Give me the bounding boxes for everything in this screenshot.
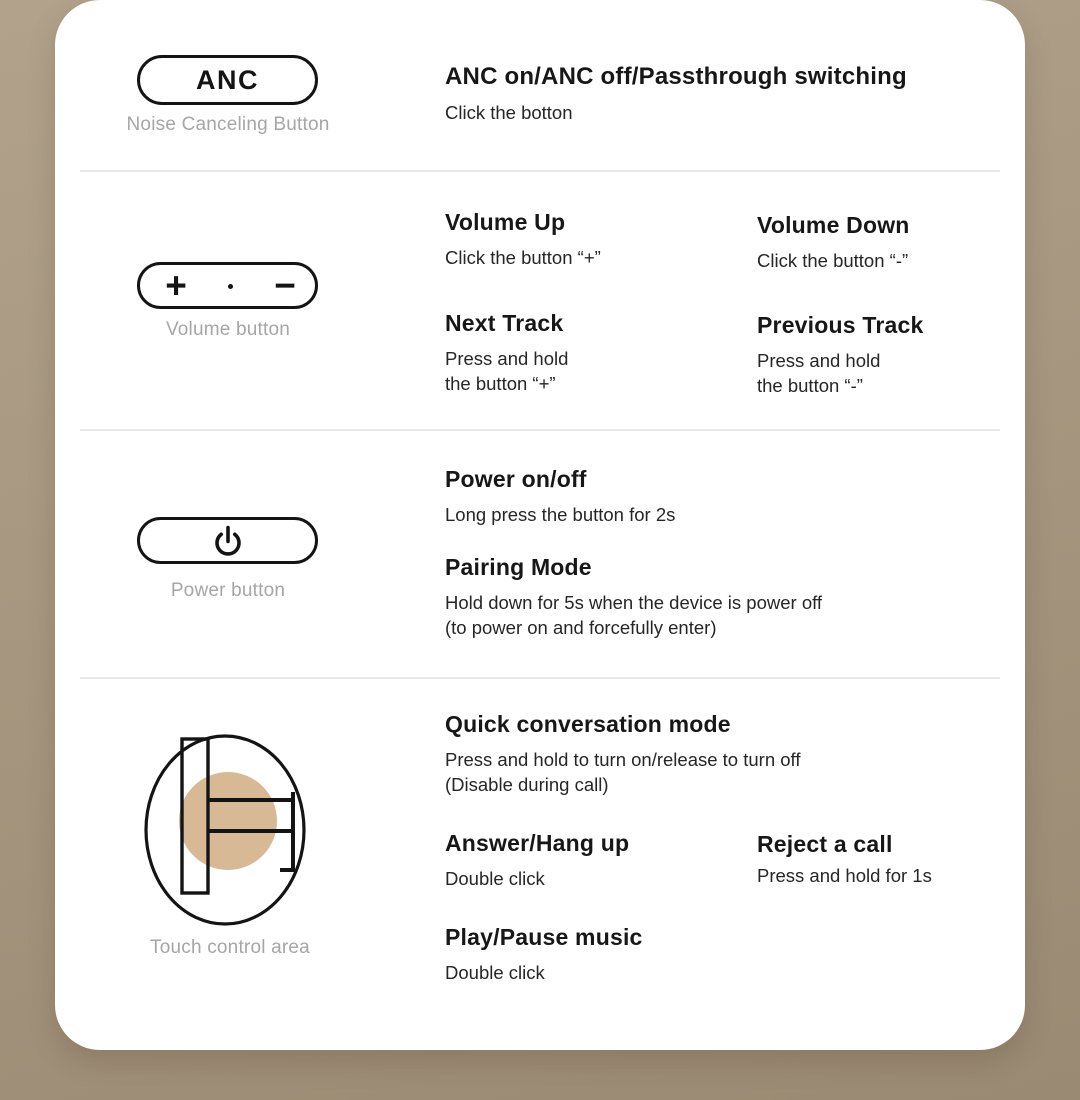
previous-track-group [757, 312, 923, 398]
power-onoff-title: Power on/off [445, 466, 587, 492]
manual-card [55, 0, 1025, 1050]
volume-up-group [445, 209, 601, 270]
answer-hangup-desc: Double click [445, 868, 545, 889]
quick-conversation-desc-line2: (Disable during call) [445, 774, 609, 795]
pairing-mode-desc-line2: (to power on and forcefully enter) [445, 617, 717, 638]
minus-icon: − [274, 265, 296, 306]
previous-track-desc-line1: Press and hold [757, 350, 881, 371]
reject-call-desc: Press and hold for 1s [757, 865, 932, 886]
quick-conversation-title: Quick conversation mode [445, 711, 731, 737]
section-divider [80, 170, 1000, 172]
volume-button-illustration [137, 262, 318, 309]
pairing-mode-desc-line1: Hold down for 5s when the device is power off [445, 592, 823, 613]
touch-control-diagram [140, 728, 312, 932]
next-track-desc-line2: the button “+” [445, 373, 556, 394]
pairing-mode-title: Pairing Mode [445, 554, 592, 580]
play-pause-group [445, 924, 643, 985]
previous-track-title: Previous Track [757, 312, 924, 338]
touch-highlight-blob [179, 772, 277, 870]
volume-down-desc: Click the button “-” [757, 250, 909, 271]
volume-up-desc: Click the button “+” [445, 247, 601, 268]
power-onoff-desc: Long press the button for 2s [445, 504, 676, 525]
reject-call-group [757, 831, 932, 888]
anc-action-desc: Click the botton [445, 102, 573, 123]
reject-call-title: Reject a call [757, 831, 893, 857]
volume-down-group [757, 212, 910, 273]
power-onoff-group [445, 466, 675, 527]
volume-down-title: Volume Down [757, 212, 910, 238]
previous-track-desc-line2: the button “-” [757, 375, 863, 396]
section-divider [80, 677, 1000, 679]
volume-button-caption: Volume button [165, 319, 291, 340]
anc-action-title: ANC on/ANC off/Passthrough switching [445, 63, 907, 90]
answer-hangup-title: Answer/Hang up [445, 830, 630, 856]
anc-button-illustration [137, 55, 318, 105]
anc-button-caption: Noise Canceling Button [126, 114, 330, 135]
anc-action-group [445, 63, 907, 125]
play-pause-title: Play/Pause music [445, 924, 643, 950]
next-track-desc-line1: Press and hold [445, 348, 569, 369]
pairing-mode-group [445, 554, 822, 640]
plus-icon: + [165, 265, 187, 306]
play-pause-desc: Double click [445, 962, 545, 983]
quick-conversation-group [445, 711, 801, 797]
dot-icon [228, 284, 233, 289]
next-track-group [445, 310, 568, 396]
anc-button-text: ANC [196, 64, 259, 95]
volume-up-title: Volume Up [445, 209, 566, 235]
power-button-illustration [137, 517, 318, 564]
section-divider [80, 429, 1000, 431]
power-button-caption: Power button [170, 580, 286, 601]
power-icon [206, 519, 250, 563]
touch-area-caption: Touch control area [150, 937, 310, 958]
quick-conversation-desc-line1: Press and hold to turn on/release to turn off [445, 749, 801, 770]
answer-hangup-group [445, 830, 629, 891]
next-track-title: Next Track [445, 310, 564, 336]
